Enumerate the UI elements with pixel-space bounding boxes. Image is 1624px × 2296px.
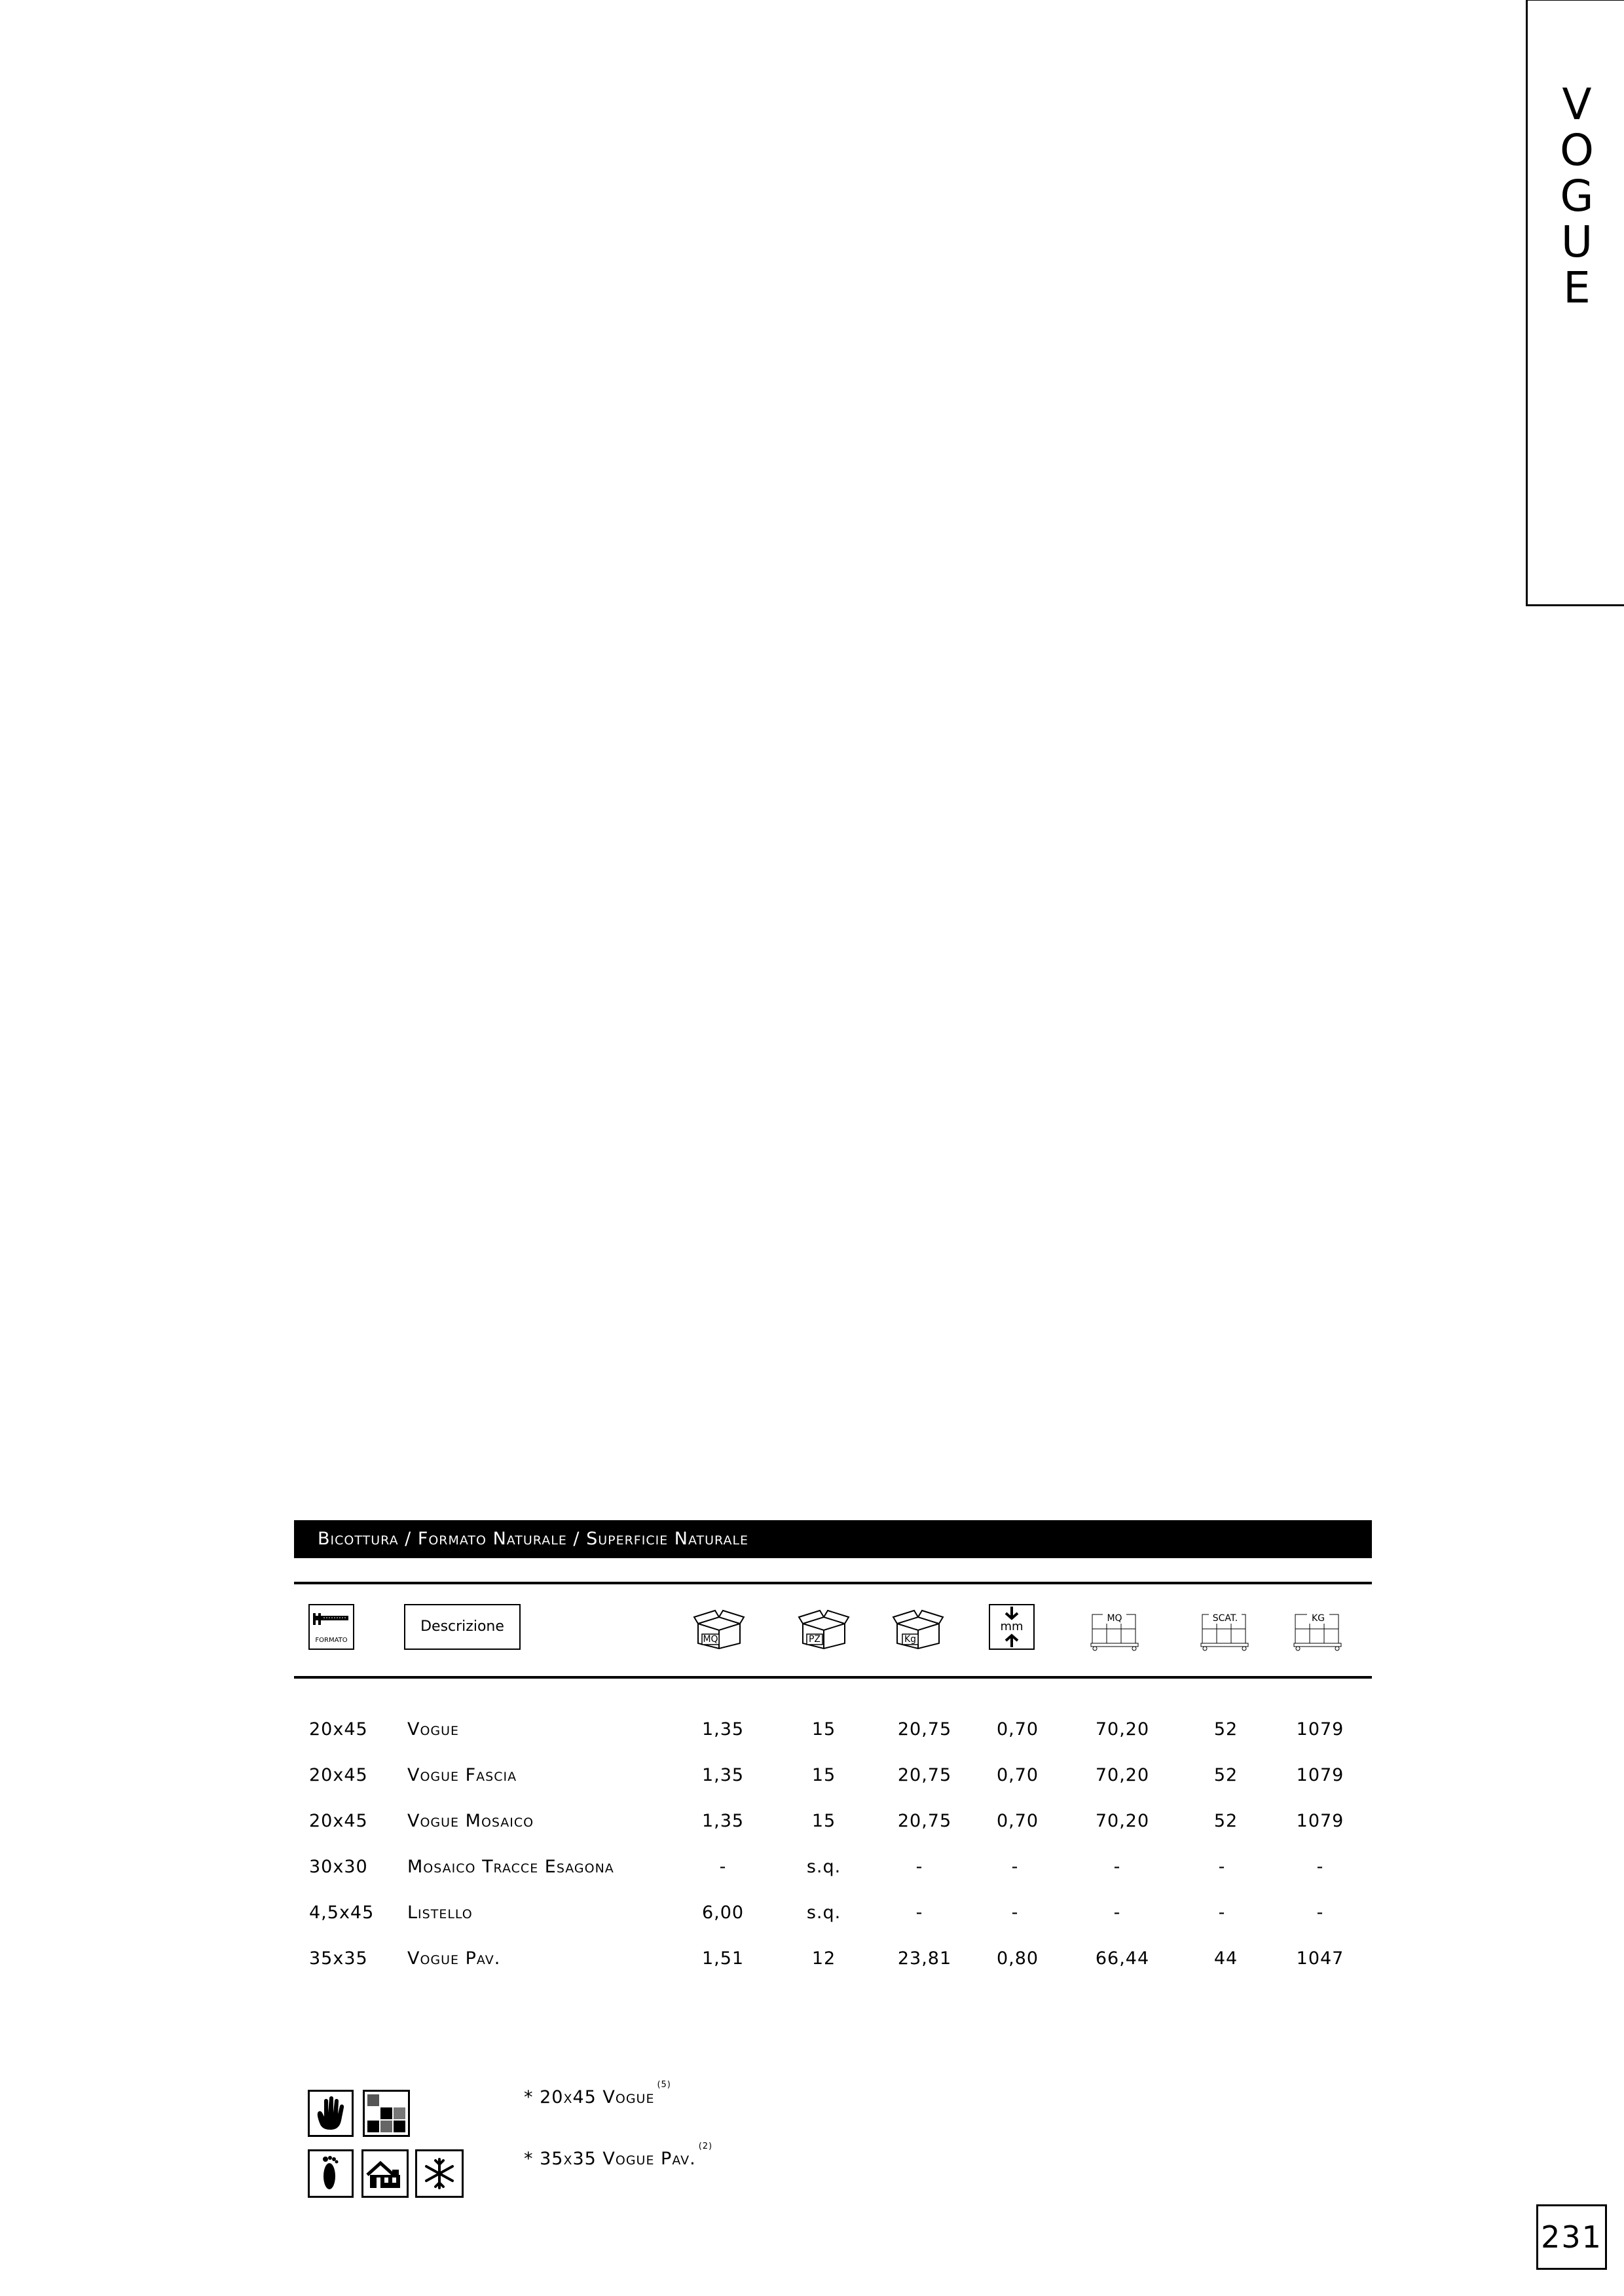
cell-pallet-scat: 52 [1213,1765,1238,1785]
cell-mm: 0,70 [996,1719,1039,1740]
page-number: 231 [1536,2204,1607,2270]
cell-descrizione: Vogue Fascia [407,1765,517,1785]
cell-pz: 15 [811,1811,836,1831]
cell-mm: - [1011,1903,1019,1923]
hand-icon [308,2090,354,2137]
cell-pallet-kg: - [1316,1903,1324,1923]
side-letter: O [1560,125,1594,175]
cell-mm: 0,70 [996,1811,1039,1831]
cell-kg: 20,75 [897,1719,952,1740]
note-vogue [524,2080,671,2107]
thickness-label: mm [1000,1620,1024,1633]
cell-descrizione: Vogue [407,1719,460,1740]
cell-pallet-kg: 1079 [1296,1719,1344,1740]
cell-pz: 12 [811,1948,836,1969]
cell-mq: - [719,1857,727,1877]
table-top-rule [294,1582,1372,1584]
cell-kg: - [915,1857,923,1877]
cell-pz: s.q. [806,1903,841,1923]
cell-pallet-scat: - [1218,1857,1226,1877]
cell-mm: 0,70 [996,1765,1039,1785]
box-pz-label: PZ [808,1634,821,1645]
note-text: * 35x35 Vogue Pav. [524,2149,696,2169]
cell-mm: 0,80 [996,1948,1039,1969]
pallet-mq-icon [1090,1612,1141,1651]
cell-kg: 23,81 [897,1948,952,1969]
cell-mq: 1,35 [701,1719,745,1740]
descrizione-label: Descrizione [420,1618,504,1635]
cell-formato: 20x45 [309,1811,368,1831]
house-icon [361,2149,409,2198]
cell-descrizione: Mosaico Tracce Esagona [407,1857,614,1877]
side-letter: G [1560,171,1594,221]
cell-pallet-kg: 1047 [1296,1948,1344,1969]
box-kg-icon [892,1609,944,1650]
box-mq-label: MQ [703,1634,718,1645]
cell-pallet-scat: - [1218,1903,1226,1923]
thickness-icon [989,1604,1035,1650]
note-superscript: (2) [698,2141,713,2151]
cell-pz: 15 [811,1765,836,1785]
snowflake-icon [415,2149,464,2198]
cell-pallet-scat: 52 [1213,1811,1238,1831]
cell-pallet-scat: 44 [1213,1948,1238,1969]
cell-mq: 1,35 [701,1811,745,1831]
pallet-mq-label: MQ [1103,1613,1126,1624]
side-letter: U [1560,217,1593,267]
note-text: * 20x45 Vogue [524,2087,655,2107]
caliper-icon [310,1609,354,1635]
cell-pallet-mq: - [1113,1903,1121,1923]
side-tab [1526,0,1624,606]
table-header-rule [294,1676,1372,1679]
cell-pz: s.q. [806,1857,841,1877]
formato-icon [308,1604,354,1650]
box-kg-label: Kg [904,1634,917,1645]
cell-pallet-kg: - [1316,1857,1324,1877]
cell-pallet-mq: 66,44 [1095,1948,1150,1969]
cell-pallet-mq: 70,20 [1095,1811,1150,1831]
cell-pallet-mq: 70,20 [1095,1765,1150,1785]
cell-formato: 4,5x45 [309,1903,375,1923]
side-letter: E [1563,263,1591,313]
box-pz-icon [798,1609,850,1650]
cell-formato: 20x45 [309,1765,368,1785]
cell-pallet-kg: 1079 [1296,1765,1344,1785]
cell-pallet-scat: 52 [1213,1719,1238,1740]
cell-pallet-kg: 1079 [1296,1811,1344,1831]
pallet-scat-label: SCAT. [1209,1613,1242,1624]
side-letter: V [1562,79,1592,130]
cell-descrizione: Vogue Mosaico [407,1811,534,1831]
note-superscript: (5) [657,2080,671,2090]
descrizione-header [404,1604,521,1650]
pallet-kg-label: KG [1307,1613,1329,1624]
cell-mq: 1,51 [701,1948,745,1969]
cell-pallet-mq: - [1113,1857,1121,1877]
section-banner: Bicottura / Formato Naturale / Superficie Naturale [294,1520,1372,1558]
mosaic-icon [363,2090,410,2137]
foot-icon [308,2149,354,2198]
cell-pallet-mq: 70,20 [1095,1719,1150,1740]
cell-formato: 35x35 [309,1948,368,1969]
cell-kg: - [915,1903,923,1923]
cell-descrizione: Vogue Pav. [407,1948,501,1969]
cell-kg: 20,75 [897,1811,952,1831]
cell-mq: 6,00 [701,1903,745,1923]
cell-descrizione: Listello [407,1903,473,1923]
note-vogue-pav [524,2141,713,2169]
cell-pz: 15 [811,1719,836,1740]
cell-formato: 20x45 [309,1719,368,1740]
cell-kg: 20,75 [897,1765,952,1785]
cell-mm: - [1011,1857,1019,1877]
pallet-kg-icon [1293,1612,1344,1651]
pallet-scat-icon [1200,1612,1251,1651]
box-mq-icon [693,1609,745,1650]
formato-label: FORMATO [315,1637,348,1644]
cell-mq: 1,35 [701,1765,745,1785]
cell-formato: 30x30 [309,1857,368,1877]
